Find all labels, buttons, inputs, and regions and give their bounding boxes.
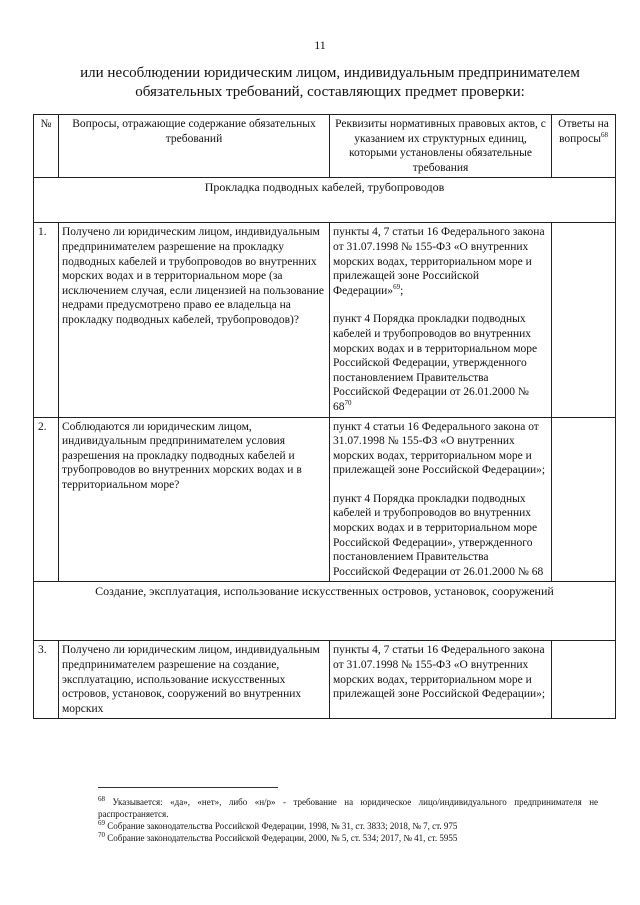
- row-requisites: пункты 4, 7 статьи 16 Федерального закона от 31.07.1998 № 155-ФЗ «О внутренних морских водах, территориальном море и прилежащей зоне Российской Федерации»;: [330, 641, 552, 719]
- requisite-text: пункт 4 статьи 16 Федерального закона от 31.07.1998 № 155-ФЗ «О внутренних морских водах, территориальном море и прилежащей зоне Российской Федерации»;: [333, 420, 546, 477]
- header-questions: Вопросы, отражающие содержание обязательных требований: [59, 115, 330, 178]
- footnote-item: [98, 820, 598, 832]
- answer-cell[interactable]: [552, 641, 616, 719]
- row-number: 3.: [34, 641, 59, 719]
- section-title: Прокладка подводных кабелей, трубопроводов: [34, 178, 616, 223]
- section-row: [34, 582, 616, 641]
- requirements-table: [33, 114, 616, 719]
- footnote-text: Собрание законодательства Российской Федерации, 2000, № 5, ст. 534; 2017, № 41, ст. 5955: [107, 833, 458, 843]
- row-requisites: [330, 223, 552, 417]
- header-answers-label: Ответы на вопросы: [558, 118, 609, 145]
- footnote-ref-70: 70: [344, 399, 352, 408]
- footnote-mark: 70: [98, 831, 105, 839]
- table-row: [34, 417, 616, 582]
- header-answers: [552, 115, 616, 178]
- requisite-tail: ;: [400, 284, 404, 297]
- header-requisites: Реквизиты нормативных правовых актов, с указанием их структурных единиц, которыми установлены обязательные требования: [330, 115, 552, 178]
- answer-cell[interactable]: [552, 417, 616, 582]
- row-question: Получено ли юридическим лицом, индивидуальным предпринимателем разрешение на создание, эксплуатацию, использование искусственных островов, установок, сооружений во внутренних морских: [59, 641, 330, 719]
- footnote-item: [98, 832, 598, 844]
- footnote-text: Собрание законодательства Российской Федерации, 1998, № 31, ст. 3833; 2018, № 7, ст. 975: [107, 821, 458, 831]
- header-num: №: [34, 115, 59, 178]
- footnote-divider: [98, 787, 278, 788]
- footnote-item: [98, 796, 598, 820]
- requisite-text: пункт 4 Порядка прокладки подводных кабелей и трубопроводов во внутренних морских водах и в территориальном море Российской Федерации», утвержденного постановлением Правительства Российской Федерации от 26.01.2000 № 68: [333, 492, 544, 578]
- row-question: Соблюдаются ли юридическим лицом, индивидуальным предпринимателем условия разрешения на прокладку подводных кабелей и трубопроводов во внутренних морских водах и в территориальном море?: [59, 417, 330, 582]
- page-number: 11: [314, 38, 326, 52]
- table-row: [34, 641, 616, 719]
- row-number: 2.: [34, 417, 59, 582]
- section-row: [34, 178, 616, 223]
- row-number: 1.: [34, 223, 59, 417]
- intro-text: или несоблюдении юридическим лицом, индивидуальным предпринимателем обязательных требований, составляющих предмет проверки:: [80, 65, 580, 100]
- requisite-text: пункт 4 Порядка прокладки подводных кабелей и трубопроводов во внутренних морских водах и в территориальном море Российской Федерации, утвержденного постановлением Правительства Российской Федерации от 26.01.2000 № 68: [333, 313, 538, 413]
- row-requisites: [330, 417, 552, 582]
- footnote-ref-69: 69: [393, 282, 401, 291]
- table-header-row: [34, 115, 616, 178]
- table-row: [34, 223, 616, 417]
- footnotes: [98, 796, 598, 844]
- row-question: Получено ли юридическим лицом, индивидуальным предпринимателем разрешение на прокладку подводных кабелей и трубопроводов во внутренних морских водах и в территориальном море (за исключением случая, если лицензией на пользование недрами предусмотрено право ее владельца на прокладку подводных кабелей, трубопроводов)?: [59, 223, 330, 417]
- requisite-text: пункты 4, 7 статьи 16 Федерального закона от 31.07.1998 № 155-ФЗ «О внутренних морских водах, территориальном море и прилежащей зоне Российской Федерации»: [333, 226, 545, 297]
- section-title: Создание, эксплуатация, использование искусственных островов, установок, сооружений: [34, 582, 616, 641]
- footnote-ref-68: 68: [600, 130, 608, 139]
- footnote-text: Указывается: «да», «нет», либо «н/р» - требование на юридическое лицо/индивидуального предпринимателя не распространяется.: [98, 797, 599, 819]
- footnote-mark: 68: [98, 795, 105, 803]
- footnote-mark: 69: [98, 819, 105, 827]
- answer-cell[interactable]: [552, 223, 616, 417]
